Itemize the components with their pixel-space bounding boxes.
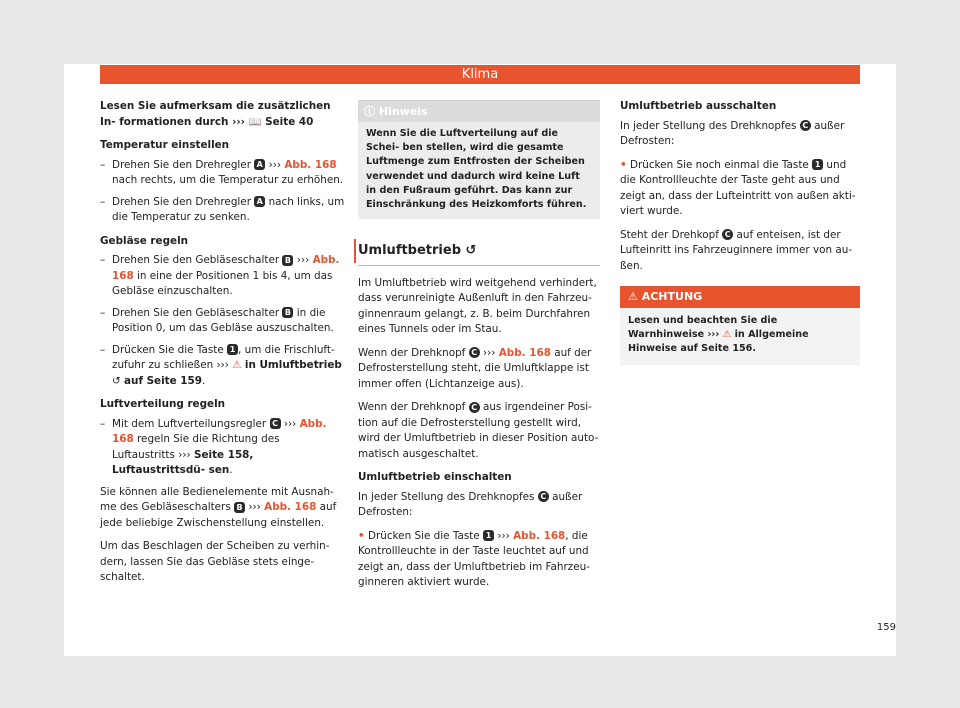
section-title: Umluftbetrieb ↺ (358, 239, 600, 266)
paragraph: Im Umluftbetrieb wird weitgehend verhindert, dass verunreinigte Außenluft in den Fahrzeu- ginnenraum gelangt, z. B. beim Durchfahren eines Tunnels oder im Stau. (358, 276, 597, 336)
list-item: – Drehen Sie den Gebläseschalter B in die Position 0, um das Gebläse auszuschalten. (100, 306, 334, 334)
figure-link[interactable]: Abb. 168 (112, 254, 340, 282)
list-item: – Drücken Sie die Taste 1 , um die Frischluft- zufuhr zu schließen ››› ⚠ in Umluftbetrieb ↺ auf Seite 159. (100, 343, 342, 387)
key-b-badge: B (282, 307, 293, 318)
arrow-icon: ››› (216, 359, 229, 371)
column-right (620, 99, 860, 365)
warning-icon: ⚠ (722, 329, 732, 341)
key-a-badge: A (254, 159, 265, 170)
bullet-icon: • (620, 158, 627, 171)
on-heading: Umluftbetrieb einschalten (358, 471, 512, 484)
info-icon: ⓘ (364, 105, 375, 118)
book-icon: 📖 (248, 115, 262, 128)
off-heading: Umluftbetrieb ausschalten (620, 100, 777, 112)
column-middle (358, 100, 600, 599)
key-1-badge: 1 (812, 159, 823, 170)
arrow-icon: ››› (482, 346, 496, 359)
fan-heading: Gebläse regeln (100, 234, 189, 247)
arrow-icon: ››› (283, 417, 297, 430)
bullet-paragraph: • Drücken Sie noch einmal die Taste 1 und die Kontrollleuchte der Taste geht aus und zeigt an, dass der Lufteintritt von außen akti- viert wurde. (620, 158, 856, 217)
warning-header: ⚠ ACHTUNG (620, 286, 860, 308)
arrow-icon: ››› (232, 115, 245, 128)
list-item: – Mit dem Luftverteilungsregler C ››› Abb. 168 regeln Sie die Richtung des Luftaustritts ››› Seite 158, Luftaustrittsdü- sen. (100, 417, 327, 476)
arrow-icon: ››› (497, 529, 510, 542)
figure-link[interactable]: Abb. 168 (264, 501, 317, 513)
warning-link[interactable]: in Allgemeine Hinweise auf Seite 156. (628, 329, 809, 355)
key-b-badge: B (282, 255, 293, 266)
figure-link[interactable]: Abb. 168 (498, 346, 551, 359)
list-item: – Drehen Sie den Drehregler A ››› Abb. 168 nach rechts, um die Temperatur zu erhöhen. (100, 158, 344, 186)
page-link[interactable]: auf Seite 159 (124, 374, 202, 387)
arrow-icon: ››› (178, 448, 191, 461)
page-number: 159 (876, 622, 896, 633)
figure-link[interactable]: Abb. 168 (112, 417, 327, 445)
paragraph: Um das Beschlagen der Scheiben zu verhin- dern, lassen Sie das Gebläse stets einge- schaltet. (100, 540, 330, 583)
list-item: – Drehen Sie den Gebläseschalter B ››› Abb. 168 in eine der Positionen 1 bis 4, um das Gebläse einzuschalten. (100, 254, 340, 297)
paragraph: In jeder Stellung des Drehknopfes C außer Defrosten: (358, 490, 583, 519)
hinweis-text: Wenn Sie die Luftverteilung auf die Schei- ben stellen, wird die gesamte Luftmenge zum Entfrosten der Scheiben verwendet und dadurch wird keine Luft in den Fußraum geführt. Das kann zur Einschränkung des Heizkomforts führen. (366, 128, 587, 211)
recirculation-link[interactable]: in Umluftbetrieb (244, 359, 342, 371)
paragraph: Steht der Drehkopf C auf enteisen, ist der Lufteinritt ins Fahrzeuginnere immer von au- ßen. (620, 228, 853, 272)
warning-icon: ⚠ (232, 359, 242, 371)
warning-icon: ⚠ (628, 290, 638, 303)
distribution-heading: Luftverteilung regeln (100, 398, 226, 410)
key-b-badge: B (234, 502, 245, 513)
arrow-icon: ››› (707, 329, 720, 341)
recirculation-icon: ↺ (112, 374, 121, 387)
figure-link[interactable]: Abb. 168 (284, 158, 337, 171)
key-c-badge: C (469, 347, 480, 358)
hinweis-box (358, 100, 600, 219)
key-c-badge: C (538, 491, 549, 502)
key-c-badge: C (800, 120, 811, 131)
temp-heading: Temperatur einstellen (100, 139, 230, 151)
key-c-badge: C (469, 402, 480, 413)
intro-paragraph: Lesen Sie aufmerksam die zusätzlichen In- formationen durch ››› 📖 Seite 40 (100, 100, 331, 128)
key-1-badge: 1 (483, 530, 494, 541)
paragraph: Wenn der Drehknopf C ››› Abb. 168 auf der Defrosterstellung steht, die Umluftklappe ist immer offen (Lichtanzeige aus). (358, 346, 592, 390)
paragraph: Sie können alle Bedienelemente mit Ausnah- me des Gebläseschalters B ››› Abb. 168 auf jede beliebige Zwischenstellung einstellen. (100, 485, 337, 529)
intro-page-link[interactable]: Seite 40 (265, 115, 314, 128)
key-c-badge: C (270, 418, 281, 429)
bullet-icon: • (358, 529, 365, 542)
paragraph: Wenn der Drehknopf C aus irgendeiner Posi- tion auf die Defrosterstellung gestellt wird, wird der Umluftbetrieb in dieser Position auto- matisch ausgeschaltet. (358, 401, 599, 460)
list-item: – Drehen Sie den Drehregler A nach links, um die Temperatur zu senken. (100, 195, 345, 223)
warning-text: Lesen und beachten Sie die Warnhinweise ››› ⚠ in Allgemeine Hinweise auf Seite 156. (628, 315, 809, 355)
key-1-badge: 1 (227, 344, 238, 355)
key-c-badge: C (722, 229, 733, 240)
column-left (100, 99, 345, 594)
chapter-header: Klima (100, 65, 860, 84)
arrow-icon: ››› (296, 254, 310, 266)
warning-box (620, 286, 860, 365)
paragraph: In jeder Stellung des Drehknopfes C außer Defrosten: (620, 119, 845, 147)
hinweis-header: ⓘ Hinweis (358, 101, 600, 122)
figure-link[interactable]: Abb. 168 (513, 529, 566, 542)
recirculation-icon: ↺ (465, 243, 477, 259)
arrow-icon: ››› (268, 158, 282, 171)
page-link[interactable]: Seite 158, Luftaustrittsdü- sen (112, 448, 254, 476)
bullet-paragraph: • Drücken Sie die Taste 1 ››› Abb. 168, die Kontrollleuchte in der Taste leuchtet auf und zeigt an, dass der Umluftbetrieb im Fahrzeu- ginneren aktiviert wurde. (358, 529, 590, 589)
arrow-icon: ››› (248, 501, 261, 513)
key-a-badge: A (254, 196, 265, 207)
